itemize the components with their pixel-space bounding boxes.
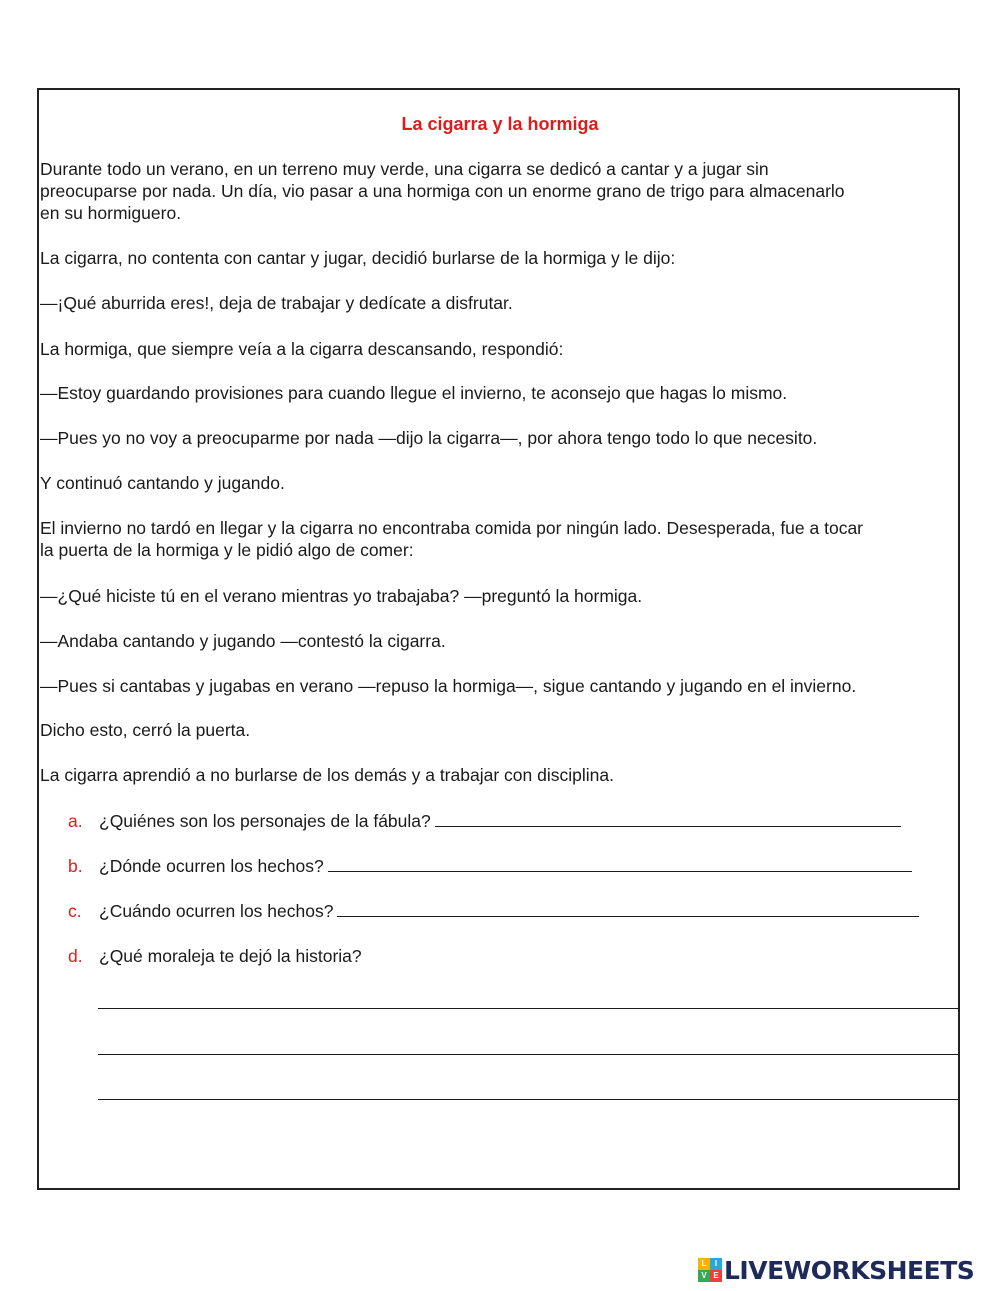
paragraph-9 — [40, 585, 962, 607]
paragraph-line: Dicho esto, cerró la puerta. — [40, 720, 251, 740]
paragraph-8 — [40, 517, 962, 561]
question-b — [68, 855, 912, 877]
logo-mark-letter: V — [698, 1270, 710, 1282]
question-text: ¿Quiénes son los personajes de la fábula? — [99, 811, 431, 831]
question-letter: b. — [68, 856, 83, 876]
paragraph-line: en su hormiguero. — [40, 203, 182, 223]
paragraph-7 — [40, 472, 962, 494]
paragraph-line: —¿Qué hiciste tú en el verano mientras yo trabajaba? —preguntó la hormiga. — [40, 586, 643, 606]
paragraph-5 — [40, 382, 962, 404]
paragraph-line: Durante todo un verano, en un terreno muy verde, una cigarra se dedicó a cantar y a jugar sin — [40, 159, 769, 179]
answer-blank-b[interactable] — [328, 855, 912, 872]
logo-mark-icon — [698, 1258, 722, 1282]
paragraph-line: —Estoy guardando provisiones para cuando llegue el invierno, te aconsejo que hagas lo mismo. — [40, 383, 788, 403]
paragraph-line: El invierno no tardó en llegar y la cigarra no encontraba comida por ningún lado. Desesperada, fue a tocar — [40, 518, 864, 538]
paragraph-6 — [40, 427, 962, 449]
paragraph-4 — [40, 338, 962, 360]
question-letter: d. — [68, 946, 83, 966]
paragraph-line: la puerta de la hormiga y le pidió algo de comer: — [40, 540, 414, 560]
paragraph-line: La cigarra aprendió a no burlarse de los demás y a trabajar con disciplina. — [40, 765, 614, 785]
paragraph-10 — [40, 630, 962, 652]
question-text: ¿Qué moraleja te dejó la historia? — [99, 946, 362, 966]
answer-line-d-1[interactable] — [98, 1008, 958, 1009]
paragraph-11 — [40, 675, 962, 697]
question-text: ¿Dónde ocurren los hechos? — [99, 856, 324, 876]
paragraph-line: —Pues si cantabas y jugabas en verano —repuso la hormiga—, sigue cantando y jugando en el invierno. — [40, 676, 857, 696]
question-d — [68, 945, 362, 967]
paragraph-line: —Pues yo no voy a preocuparme por nada —dijo la cigarra—, por ahora tengo todo lo que necesito. — [40, 428, 818, 448]
question-letter: a. — [68, 811, 83, 831]
answer-blank-c[interactable] — [337, 900, 919, 917]
logo-mark-letter: I — [710, 1258, 722, 1270]
liveworksheets-logo[interactable] — [698, 1256, 974, 1284]
logo-text: LIVEWORKSHEETS — [724, 1255, 975, 1285]
answer-line-d-2[interactable] — [98, 1054, 958, 1055]
question-c — [68, 900, 919, 922]
paragraph-line: preocuparse por nada. Un día, vio pasar a una hormiga con un enorme grano de trigo para almacenarlo — [40, 181, 845, 201]
logo-mark-letter: E — [710, 1270, 722, 1282]
logo-mark-letter: L — [698, 1258, 710, 1270]
paragraph-13 — [40, 764, 962, 786]
question-a — [68, 810, 901, 832]
paragraph-line: —¡Qué aburrida eres!, deja de trabajar y dedícate a disfrutar. — [40, 293, 513, 313]
paragraph-2 — [40, 247, 962, 269]
question-text: ¿Cuándo ocurren los hechos? — [99, 901, 334, 921]
paragraph-1 — [40, 158, 962, 224]
paragraph-line: La cigarra, no contenta con cantar y jugar, decidió burlarse de la hormiga y le dijo: — [40, 248, 676, 268]
question-letter: c. — [68, 901, 82, 921]
answer-blank-a[interactable] — [435, 810, 901, 827]
story-title: La cigarra y la hormiga — [401, 114, 599, 134]
paragraph-12 — [40, 719, 962, 741]
answer-line-d-3[interactable] — [98, 1099, 958, 1100]
paragraph-line: Y continuó cantando y jugando. — [40, 473, 285, 493]
paragraph-3 — [40, 292, 962, 314]
paragraph-line: —Andaba cantando y jugando —contestó la cigarra. — [40, 631, 446, 651]
paragraph-line: La hormiga, que siempre veía a la cigarra descansando, respondió: — [40, 339, 564, 359]
